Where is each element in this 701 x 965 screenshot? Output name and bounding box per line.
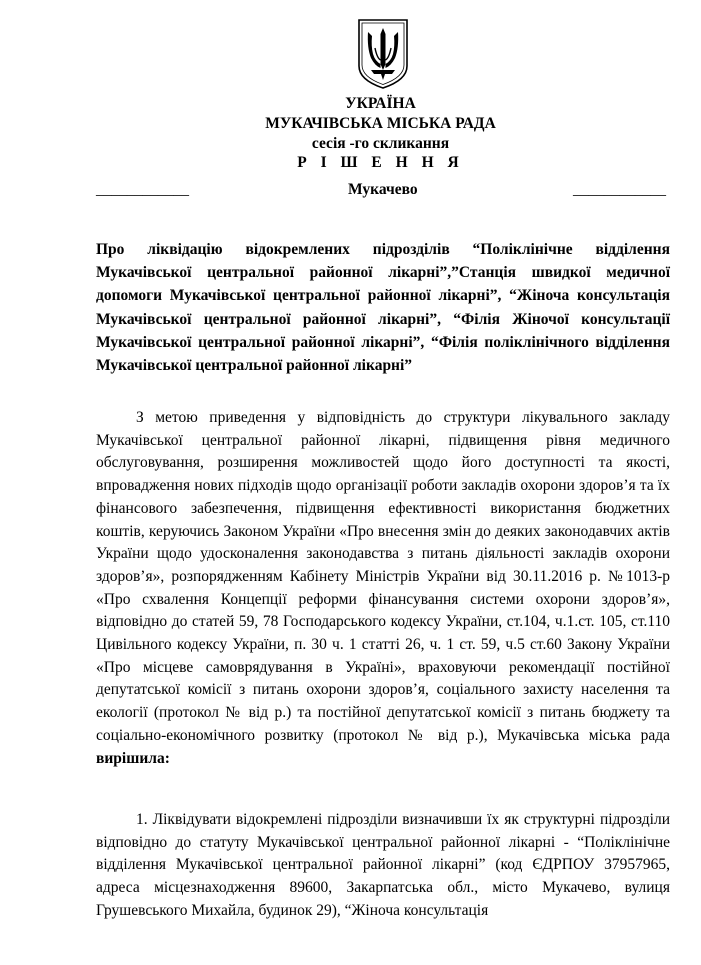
- date-blank: ____________: [96, 181, 189, 198]
- decision-subject: Про ліквідацію відокремлених підрозділів “Поліклінічне відділення Мукачівської центральної районної лікарні”,”Станція швидкої медичної допомоги Мукачівської центральної районної лікарні”, “Жіноча консультація Мукачівської центральної районної лікарні”, “Філія Жіночої консультації Мукачівської центральної районної лікарні”, “Філія поліклінічного відділення Мукачівської центральної районної лікарні”: [96, 241, 670, 375]
- ukraine-trident-emblem-icon: [356, 18, 410, 90]
- decision-title: Р І Ш Е Н Н Я: [297, 154, 464, 171]
- date-place-line: [96, 181, 666, 201]
- preamble-text: З метою приведення у відповідність до структури лікувального закладу Мукачівської центральної районної лікарні, підвищення рівня медичного обслуговування, розширення можливостей щодо його доступності та якості, впровадження нових підходів щодо організації роботи закладів охорони здоров’я та їх фінансового забезпечення, підвищення ефективності використання бюджетних коштів, керуючись Законом України «Про внесення змін до деяких законодавчих актів України щодо удосконалення законодавства з питань діяльності закладів охорони здоров’я», розпорядженням Кабінету Міністрів України від 30.11.2016 р. №1013-р «Про схвалення Концепції реформи фінансування системи охорони здоров’я», відповідно до статей 59, 78 Господарського кодексу України, ст.104, ч.1.ст. 105, ст.110 Цивільного кодексу України, п. 30 ч. 1 статті 26, ч. 1 ст. 59, ч.5 ст.60 Закону України «Про місцеве самоврядування в Україні», враховуючи рекомендації постійної депутатської комісії з питань охорони здоров’я, соціального захисту населення та екології (протокол № від р.) та постійної депутатської комісії з питань бюджету та соціально-економічного розвитку (протокол № від р.), Мукачівська міська рада: [96, 409, 670, 744]
- number-blank: ____________: [573, 181, 666, 198]
- city-name: Мукачево: [348, 181, 418, 198]
- decided-word: вирішила:: [96, 749, 170, 767]
- clause-1-paragraph: 1. Ліквідувати відокремлені підрозділи визначивши їх як структурні підрозділи відповідно до статуту Мукачівської центральної районної лікарні - “Поліклінічне відділення Мукачівської центральної районної лікарні” (код ЄДРПОУ 37957965, адреса місцезнаходження 89600, Закарпатська обл., місто Мукачево, вулиця Грушевського Михайла, будинок 29), “Жіноча консультація: [96, 811, 670, 919]
- session-line: сесія -го скликання: [311, 135, 450, 152]
- council-title: МУКАЧІВСЬКА МІСЬКА РАДА: [265, 115, 496, 132]
- preamble-paragraph: [96, 407, 670, 770]
- country-title: УКРАЇНА: [345, 95, 416, 112]
